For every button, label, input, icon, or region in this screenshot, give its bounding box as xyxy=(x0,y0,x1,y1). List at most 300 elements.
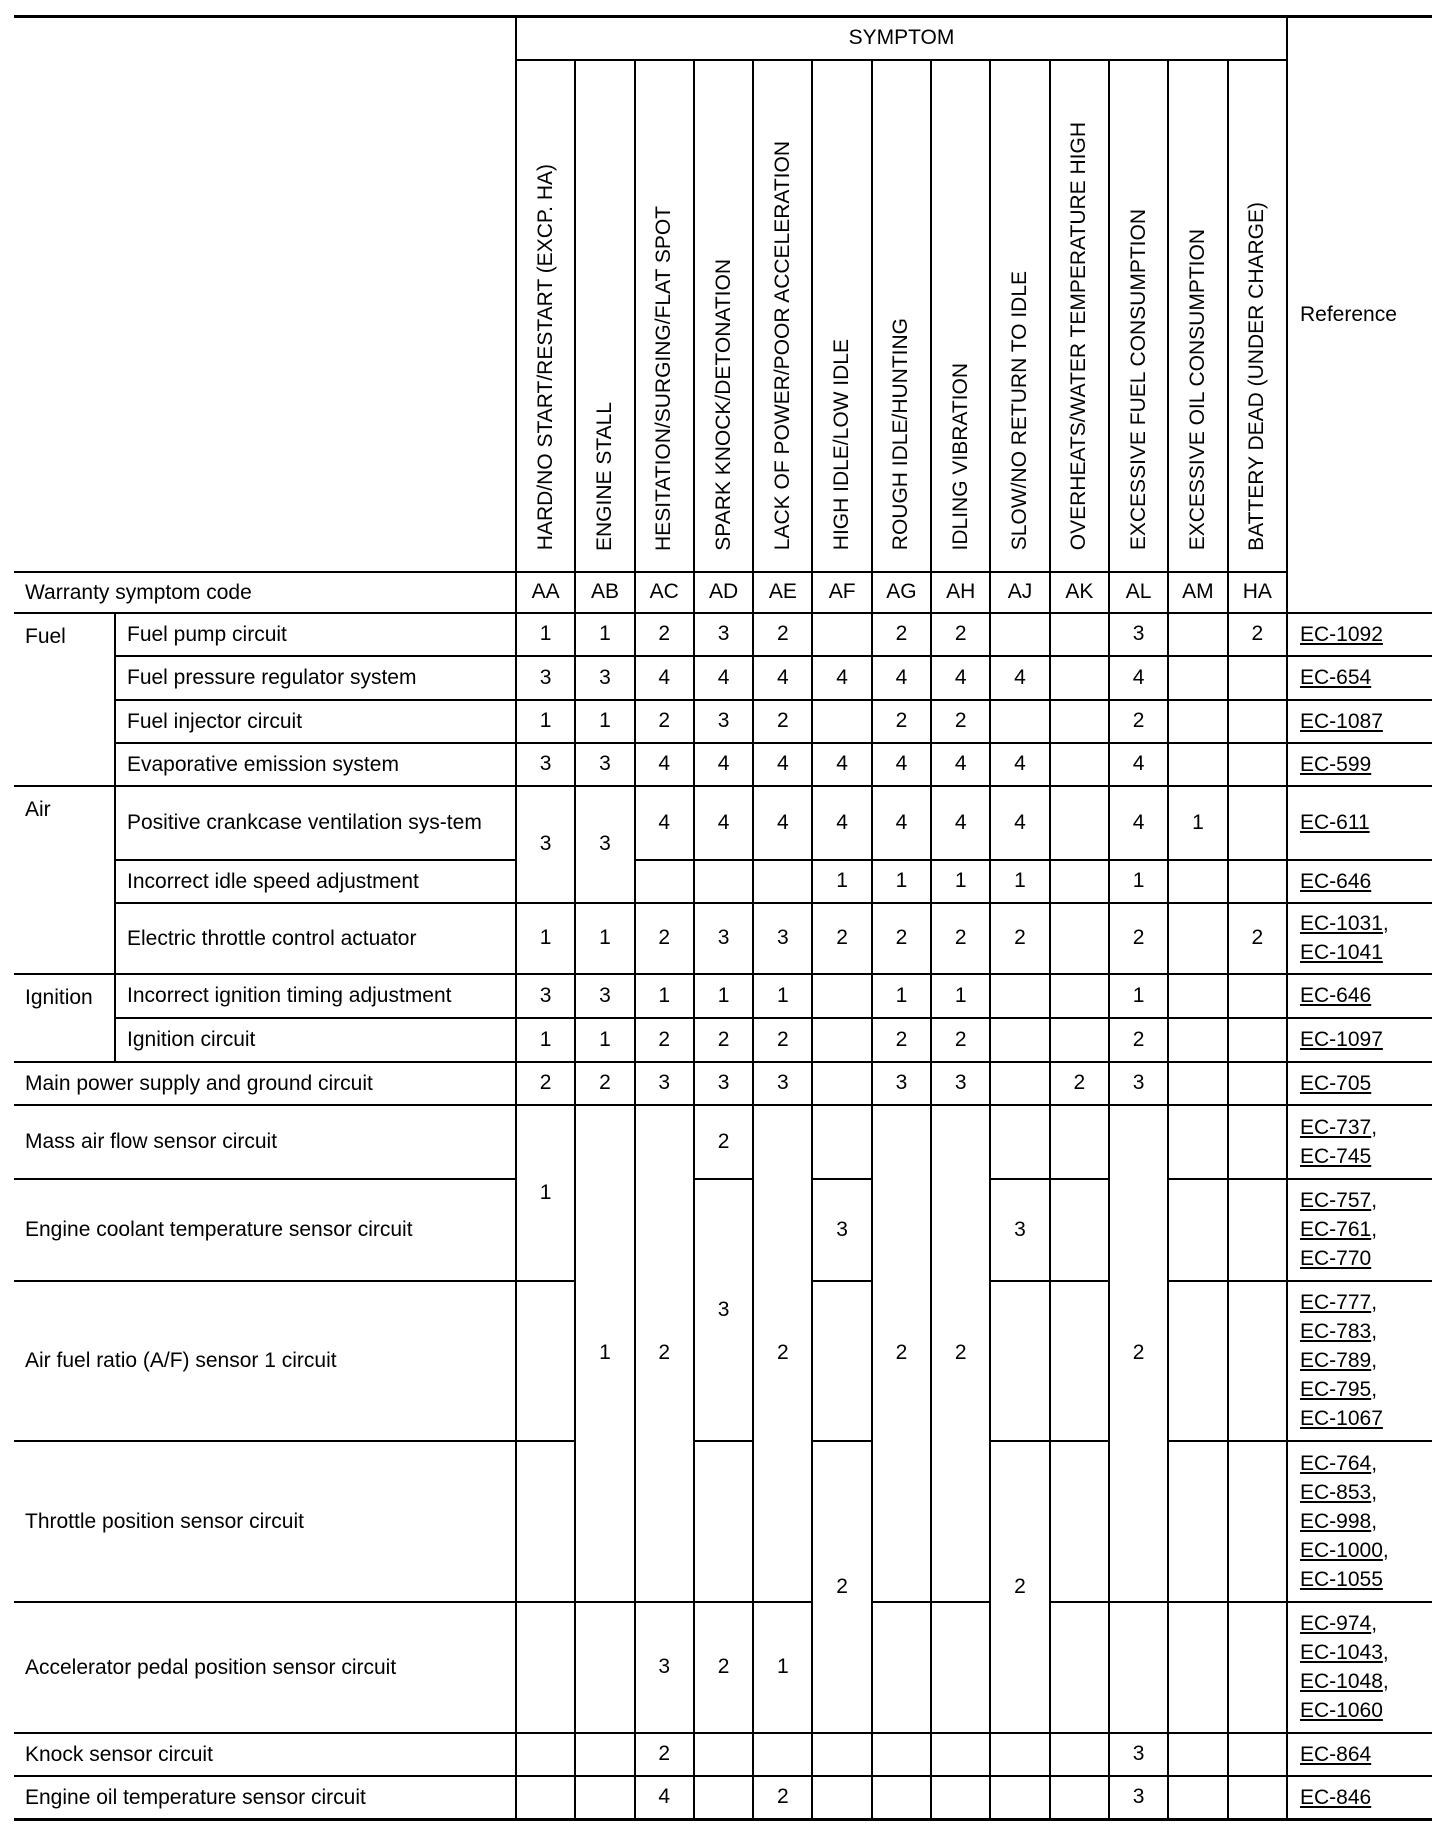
priority-cell-aa: 1 xyxy=(516,1018,575,1062)
priority-cell-am xyxy=(1168,613,1227,656)
priority-cell-af xyxy=(812,1733,871,1776)
reference-link[interactable]: EC-1087 xyxy=(1300,709,1383,733)
priority-cell-ha xyxy=(1228,1105,1287,1179)
priority-cell-al: 3 xyxy=(1109,613,1168,656)
priority-cell-ak xyxy=(1050,974,1109,1018)
priority-cell-ak xyxy=(1050,743,1109,786)
reference-line xyxy=(1300,707,1432,736)
priority-cell-ah: 1 xyxy=(931,860,990,903)
reference-line xyxy=(1300,1740,1432,1769)
priority-cell-ag: 4 xyxy=(872,656,931,700)
priority-cell-ag: 2 xyxy=(872,1018,931,1062)
priority-cell-ae: 2 xyxy=(753,1105,812,1602)
symptom-header-aa xyxy=(516,60,575,572)
priority-cell-ad: 2 xyxy=(694,1105,753,1179)
reference-line xyxy=(1300,1565,1432,1594)
priority-cell-ag: 1 xyxy=(872,860,931,903)
priority-cell-ak xyxy=(1050,1602,1109,1733)
table-row xyxy=(14,613,1432,656)
symptom-name: SLOW/NO RETURN TO IDLE xyxy=(1008,271,1032,551)
row-item-label: Electric throttle control actuator xyxy=(115,903,516,974)
priority-cell-ag: 4 xyxy=(872,786,931,860)
priority-cell-ae: 4 xyxy=(753,743,812,786)
reference-link[interactable]: EC-777 xyxy=(1300,1291,1372,1314)
priority-cell-ag: 3 xyxy=(872,1062,931,1105)
reference-link[interactable]: EC-1000 xyxy=(1300,1538,1383,1562)
priority-cell-ha: 2 xyxy=(1228,613,1287,656)
reference-separator: , xyxy=(1371,1189,1378,1212)
priority-cell-aa: 1 xyxy=(516,700,575,743)
symptom-name: SPARK KNOCK/DETONATION xyxy=(711,258,735,551)
table-row xyxy=(14,1733,1432,1776)
priority-cell-ad xyxy=(694,1733,753,1776)
table-row xyxy=(14,1776,1432,1820)
row-item-label: Evaporative emission system xyxy=(115,743,516,786)
priority-cell-ac: 4 xyxy=(635,656,694,700)
reference-link[interactable]: EC-611 xyxy=(1300,811,1370,834)
priority-cell-af: 4 xyxy=(812,743,871,786)
reference-line xyxy=(1300,663,1432,692)
warranty-code-ag: AG xyxy=(872,572,931,613)
priority-cell-ad: 4 xyxy=(694,743,753,786)
reference-line xyxy=(1300,1404,1432,1433)
priority-cell-ae: 1 xyxy=(753,974,812,1018)
priority-cell-aa xyxy=(516,1733,575,1776)
priority-cell-ad: 4 xyxy=(694,656,753,700)
symptom-name: HIGH IDLE/LOW IDLE xyxy=(830,339,854,551)
priority-cell-ah: 2 xyxy=(931,613,990,656)
priority-cell-ad: 3 xyxy=(694,613,753,656)
row-item-label: Throttle position sensor circuit xyxy=(14,1441,516,1602)
priority-cell-af xyxy=(812,974,871,1018)
priority-cell-ab: 1 xyxy=(575,1105,634,1602)
priority-cell-ab: 3 xyxy=(575,656,634,700)
priority-cell-ad: 1 xyxy=(694,974,753,1018)
priority-cell-am xyxy=(1168,1105,1227,1179)
priority-cell-ab: 2 xyxy=(575,1062,634,1105)
reference-link[interactable]: EC-795 xyxy=(1300,1378,1372,1401)
priority-cell-ac: 3 xyxy=(635,1602,694,1733)
warranty-code-ab: AB xyxy=(575,572,634,613)
priority-cell-aa xyxy=(516,1441,575,1602)
reference-cell xyxy=(1287,1776,1432,1820)
reference-line xyxy=(1300,1783,1432,1812)
table-row xyxy=(14,1602,1432,1733)
reference-line xyxy=(1300,1142,1432,1171)
priority-cell-al: 1 xyxy=(1109,974,1168,1018)
priority-cell-ad xyxy=(694,1441,753,1602)
reference-separator: , xyxy=(1371,1451,1378,1475)
priority-cell-am xyxy=(1168,903,1227,974)
table-row xyxy=(14,974,1432,1018)
warranty-code-af: AF xyxy=(812,572,871,613)
priority-cell-aj xyxy=(990,1018,1049,1062)
priority-cell-ha xyxy=(1228,1733,1287,1776)
priority-cell-am xyxy=(1168,860,1227,903)
priority-cell-ae: 4 xyxy=(753,656,812,700)
reference-line xyxy=(1300,1288,1432,1317)
reference-line xyxy=(1300,1696,1432,1725)
row-item-label: Main power supply and ground circuit xyxy=(14,1062,516,1105)
priority-cell-ah: 2 xyxy=(931,903,990,974)
reference-line xyxy=(1300,1317,1432,1346)
priority-cell-ad: 3 xyxy=(694,1179,753,1441)
priority-cell-ha xyxy=(1228,1281,1287,1441)
priority-cell-af: 3 xyxy=(812,1179,871,1281)
reference-line xyxy=(1300,808,1432,837)
row-item-label: Engine coolant temperature sensor circuit xyxy=(14,1179,516,1281)
priority-cell-am xyxy=(1168,1441,1227,1602)
priority-cell-ac: 1 xyxy=(635,974,694,1018)
reference-line xyxy=(1300,1609,1432,1638)
priority-cell-aj xyxy=(990,1105,1049,1179)
priority-cell-ah: 2 xyxy=(931,1105,990,1602)
priority-cell-ak xyxy=(1050,1179,1109,1281)
reference-link[interactable]: EC-864 xyxy=(1300,1742,1372,1766)
priority-cell-am xyxy=(1168,974,1227,1018)
priority-cell-ad xyxy=(694,1776,753,1820)
priority-cell-ha xyxy=(1228,1441,1287,1602)
symptom-header-af xyxy=(812,60,871,572)
reference-link[interactable]: EC-761 xyxy=(1300,1218,1372,1241)
reference-separator: , xyxy=(1371,1320,1378,1343)
reference-link[interactable]: EC-1043 xyxy=(1300,1641,1383,1664)
reference-separator: , xyxy=(1371,1218,1378,1241)
reference-line xyxy=(1300,1507,1432,1536)
priority-cell-ae xyxy=(753,860,812,903)
symptom-header-ag xyxy=(872,60,931,572)
priority-cell-al: 4 xyxy=(1109,656,1168,700)
priority-cell-ae: 2 xyxy=(753,700,812,743)
priority-cell-aj xyxy=(990,974,1049,1018)
warranty-code-al: AL xyxy=(1109,572,1168,613)
priority-cell-ad: 3 xyxy=(694,903,753,974)
priority-cell-ae: 2 xyxy=(753,613,812,656)
priority-cell-ab xyxy=(575,1602,634,1733)
priority-cell-af xyxy=(812,700,871,743)
priority-cell-ah xyxy=(931,1733,990,1776)
priority-cell-ac: 4 xyxy=(635,786,694,860)
reference-line xyxy=(1300,981,1432,1010)
priority-cell-am xyxy=(1168,1776,1227,1820)
priority-cell-ah: 4 xyxy=(931,656,990,700)
reference-link[interactable]: EC-1041 xyxy=(1300,941,1383,964)
symptom-header-al xyxy=(1109,60,1168,572)
priority-cell-ab: 1 xyxy=(575,613,634,656)
priority-cell-ae xyxy=(753,1733,812,1776)
priority-cell-ab: 3 xyxy=(575,743,634,786)
reference-link[interactable]: EC-646 xyxy=(1300,984,1372,1007)
priority-cell-aa: 2 xyxy=(516,1062,575,1105)
reference-line xyxy=(1300,1244,1432,1273)
priority-cell-ha xyxy=(1228,974,1287,1018)
priority-cell-ab: 1 xyxy=(575,903,634,974)
reference-link[interactable]: EC-770 xyxy=(1300,1247,1372,1270)
priority-cell-aa xyxy=(516,1776,575,1820)
priority-cell-ah xyxy=(931,1776,990,1820)
reference-link[interactable]: EC-1031 xyxy=(1300,912,1383,935)
priority-cell-am xyxy=(1168,1062,1227,1105)
priority-cell-af xyxy=(812,1281,871,1441)
reference-cell xyxy=(1287,1441,1432,1602)
priority-cell-ac: 2 xyxy=(635,903,694,974)
priority-cell-aa: 1 xyxy=(516,613,575,656)
reference-link[interactable]: EC-783 xyxy=(1300,1320,1372,1343)
priority-cell-ac xyxy=(635,860,694,903)
priority-cell-aa: 1 xyxy=(516,903,575,974)
row-item-label: Ignition circuit xyxy=(115,1018,516,1062)
priority-cell-aj: 4 xyxy=(990,786,1049,860)
reference-line xyxy=(1300,1478,1432,1507)
reference-line xyxy=(1300,1667,1432,1696)
priority-cell-al xyxy=(1109,1602,1168,1733)
row-item-label: Accelerator pedal position sensor circuit xyxy=(14,1602,516,1733)
reference-separator: , xyxy=(1371,1115,1378,1139)
reference-line xyxy=(1300,620,1432,649)
reference-link[interactable]: EC-1097 xyxy=(1300,1028,1383,1051)
symptom-name: EXCESSIVE OIL CONSUMPTION xyxy=(1185,229,1209,551)
priority-cell-ae: 3 xyxy=(753,1062,812,1105)
priority-cell-am: 1 xyxy=(1168,786,1227,860)
priority-cell-ab: 3 xyxy=(575,786,634,903)
priority-cell-aj xyxy=(990,700,1049,743)
reference-line xyxy=(1300,1536,1432,1565)
reference-separator: , xyxy=(1371,1291,1378,1314)
priority-cell-ak xyxy=(1050,1733,1109,1776)
symptom-name: OVERHEATS/WATER TEMPERATURE HIGH xyxy=(1067,122,1091,551)
reference-line xyxy=(1300,1215,1432,1244)
priority-cell-ae: 3 xyxy=(753,903,812,974)
priority-cell-ha xyxy=(1228,1062,1287,1105)
priority-cell-ak xyxy=(1050,613,1109,656)
reference-line xyxy=(1300,938,1432,967)
table-row xyxy=(14,656,1432,700)
priority-cell-ha xyxy=(1228,1776,1287,1820)
reference-cell xyxy=(1287,1062,1432,1105)
priority-cell-ad: 3 xyxy=(694,700,753,743)
priority-cell-am xyxy=(1168,743,1227,786)
priority-cell-ak: 2 xyxy=(1050,1062,1109,1105)
priority-cell-ak xyxy=(1050,656,1109,700)
warranty-code-am: AM xyxy=(1168,572,1227,613)
category-ignition: Ignition xyxy=(14,974,115,1062)
reference-cell xyxy=(1287,1733,1432,1776)
reference-link[interactable]: EC-757 xyxy=(1300,1189,1372,1212)
warranty-code-ak: AK xyxy=(1050,572,1109,613)
reference-cell xyxy=(1287,860,1432,903)
priority-cell-aj: 2 xyxy=(990,903,1049,974)
priority-cell-ab xyxy=(575,1733,634,1776)
priority-cell-ah: 2 xyxy=(931,700,990,743)
symptom-header-aj xyxy=(990,60,1049,572)
priority-cell-ak xyxy=(1050,903,1109,974)
reference-link[interactable]: EC-1092 xyxy=(1300,622,1383,646)
priority-cell-ah: 1 xyxy=(931,974,990,1018)
priority-cell-ha: 2 xyxy=(1228,903,1287,974)
reference-link[interactable]: EC-1067 xyxy=(1300,1407,1383,1430)
reference-separator: , xyxy=(1382,1538,1389,1562)
priority-cell-am xyxy=(1168,656,1227,700)
symptom-name: ENGINE STALL xyxy=(592,401,616,551)
reference-link[interactable]: EC-1060 xyxy=(1300,1699,1383,1722)
priority-cell-af: 4 xyxy=(812,656,871,700)
reference-line xyxy=(1300,1449,1432,1478)
reference-line xyxy=(1300,1638,1432,1667)
priority-cell-ha xyxy=(1228,786,1287,860)
priority-cell-aj xyxy=(990,1281,1049,1441)
symptom-matrix-table xyxy=(14,15,1432,1821)
priority-cell-ac: 3 xyxy=(635,1062,694,1105)
priority-cell-ag xyxy=(872,1602,931,1733)
row-item-label: Knock sensor circuit xyxy=(14,1733,516,1776)
row-item-label: Fuel pressure regulator system xyxy=(115,656,516,700)
priority-cell-ah: 2 xyxy=(931,1018,990,1062)
priority-cell-af: 2 xyxy=(812,903,871,974)
priority-cell-am xyxy=(1168,1733,1227,1776)
table-row xyxy=(14,1179,1432,1281)
reference-cell xyxy=(1287,613,1432,656)
reference-link[interactable]: EC-745 xyxy=(1300,1144,1372,1168)
row-item-label: Air fuel ratio (A/F) sensor 1 circuit xyxy=(14,1281,516,1441)
priority-cell-ad xyxy=(694,860,753,903)
reference-line xyxy=(1300,867,1432,896)
table-row xyxy=(14,1105,1432,1179)
priority-cell-ae: 1 xyxy=(753,1602,812,1733)
reference-cell xyxy=(1287,656,1432,700)
reference-line xyxy=(1300,1375,1432,1404)
priority-cell-ag: 4 xyxy=(872,743,931,786)
reference-line xyxy=(1300,1069,1432,1098)
symptom-header-ac xyxy=(635,60,694,572)
priority-cell-am xyxy=(1168,1018,1227,1062)
table-row xyxy=(14,903,1432,974)
priority-cell-al: 3 xyxy=(1109,1733,1168,1776)
reference-link[interactable]: EC-737 xyxy=(1300,1115,1372,1139)
table-row xyxy=(14,1441,1432,1602)
priority-cell-ae: 2 xyxy=(753,1018,812,1062)
priority-cell-ha xyxy=(1228,1179,1287,1281)
reference-cell xyxy=(1287,1018,1432,1062)
priority-cell-aa: 3 xyxy=(516,974,575,1018)
priority-cell-am xyxy=(1168,1602,1227,1733)
reference-separator: , xyxy=(1382,912,1389,935)
header-row-warranty-codes xyxy=(14,572,1432,613)
priority-cell-ad: 2 xyxy=(694,1018,753,1062)
reference-line xyxy=(1300,1346,1432,1375)
priority-cell-ab xyxy=(575,1776,634,1820)
priority-cell-aj: 1 xyxy=(990,860,1049,903)
priority-cell-ad: 4 xyxy=(694,786,753,860)
row-item-label: Mass air flow sensor circuit xyxy=(14,1105,516,1179)
reference-cell xyxy=(1287,1105,1432,1179)
reference-link[interactable]: EC-1048 xyxy=(1300,1670,1383,1693)
warranty-code-ah: AH xyxy=(931,572,990,613)
symptom-name: ROUGH IDLE/HUNTING xyxy=(889,318,913,551)
warranty-code-ha: HA xyxy=(1228,572,1287,613)
warranty-code-aj: AJ xyxy=(990,572,1049,613)
priority-cell-ha xyxy=(1228,860,1287,903)
priority-cell-ac: 2 xyxy=(635,1733,694,1776)
warranty-code-ae: AE xyxy=(753,572,812,613)
priority-cell-aj xyxy=(990,1776,1049,1820)
priority-cell-ak xyxy=(1050,1018,1109,1062)
priority-cell-ak xyxy=(1050,786,1109,860)
priority-cell-ag: 2 xyxy=(872,903,931,974)
reference-link[interactable]: EC-599 xyxy=(1300,752,1372,776)
reference-cell xyxy=(1287,974,1432,1018)
priority-cell-af xyxy=(812,613,871,656)
reference-cell xyxy=(1287,743,1432,786)
priority-cell-al: 4 xyxy=(1109,786,1168,860)
priority-cell-aj xyxy=(990,1062,1049,1105)
priority-cell-aa: 1 xyxy=(516,1105,575,1281)
category-air: Air xyxy=(14,786,115,974)
priority-cell-ha xyxy=(1228,743,1287,786)
priority-cell-ak xyxy=(1050,700,1109,743)
reference-cell xyxy=(1287,903,1432,974)
priority-cell-ha xyxy=(1228,700,1287,743)
reference-line xyxy=(1300,750,1432,779)
reference-link[interactable]: EC-1055 xyxy=(1300,1567,1383,1591)
symptom-name: EXCESSIVE FUEL CONSUMPTION xyxy=(1126,209,1150,551)
priority-cell-af: 4 xyxy=(812,786,871,860)
symptom-name: LACK OF POWER/POOR ACCELERATION xyxy=(770,141,794,551)
priority-cell-af: 1 xyxy=(812,860,871,903)
reference-link[interactable]: EC-654 xyxy=(1300,666,1372,689)
priority-cell-ab: 1 xyxy=(575,1018,634,1062)
symptom-header-ad xyxy=(694,60,753,572)
priority-cell-af xyxy=(812,1062,871,1105)
reference-link[interactable]: EC-853 xyxy=(1300,1480,1372,1504)
priority-cell-aj xyxy=(990,613,1049,656)
symptom-header-am xyxy=(1168,60,1227,572)
priority-cell-ha xyxy=(1228,1018,1287,1062)
reference-link[interactable]: EC-998 xyxy=(1300,1509,1372,1533)
reference-link[interactable]: EC-705 xyxy=(1300,1071,1372,1095)
priority-cell-aa xyxy=(516,1602,575,1733)
reference-link[interactable]: EC-646 xyxy=(1300,869,1372,893)
symptom-header-ah xyxy=(931,60,990,572)
symptom-title: SYMPTOM xyxy=(516,17,1287,60)
priority-cell-ab: 3 xyxy=(575,974,634,1018)
warranty-code-label: Warranty symptom code xyxy=(14,572,516,613)
reference-separator: , xyxy=(1371,1612,1378,1635)
priority-cell-aj: 4 xyxy=(990,656,1049,700)
row-item-label: Engine oil temperature sensor circuit xyxy=(14,1776,516,1820)
priority-cell-al: 2 xyxy=(1109,1018,1168,1062)
reference-link[interactable]: EC-789 xyxy=(1300,1349,1372,1372)
symptom-name: HESITATION/SURGING/FLAT SPOT xyxy=(652,205,676,551)
priority-cell-am xyxy=(1168,1281,1227,1441)
symptom-header-ae xyxy=(753,60,812,572)
warranty-code-aa: AA xyxy=(516,572,575,613)
reference-link[interactable]: EC-974 xyxy=(1300,1612,1372,1635)
reference-line xyxy=(1300,1113,1432,1142)
priority-cell-ac: 2 xyxy=(635,700,694,743)
reference-link[interactable]: EC-846 xyxy=(1300,1785,1372,1809)
table-row xyxy=(14,786,1432,860)
priority-cell-ak xyxy=(1050,1105,1109,1179)
priority-cell-ac: 2 xyxy=(635,1105,694,1602)
symptom-name: HARD/NO START/RESTART (EXCP. HA) xyxy=(533,164,557,551)
reference-line xyxy=(1300,1025,1432,1054)
symptom-header-ha xyxy=(1228,60,1287,572)
priority-cell-ag: 2 xyxy=(872,1105,931,1602)
symptom-header-ab xyxy=(575,60,634,572)
priority-cell-aj: 4 xyxy=(990,743,1049,786)
reference-link[interactable]: EC-764 xyxy=(1300,1451,1372,1475)
row-item-label: Incorrect ignition timing adjustment xyxy=(115,974,516,1018)
